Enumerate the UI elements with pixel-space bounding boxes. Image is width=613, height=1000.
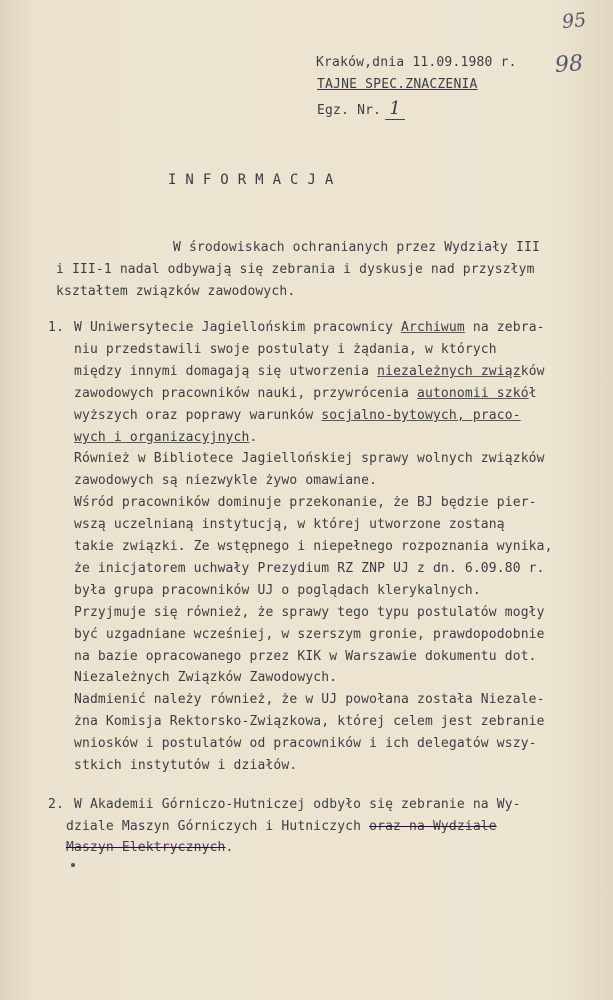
intro-line-1: W środowiskach ochranianych przez Wydziały III [173, 240, 540, 255]
line-text: Wśród pracowników dominuje przekonanie, że BJ będzie pier- [74, 495, 537, 510]
line-text-end: ł [528, 386, 537, 401]
underlined-text: socjalno-bytowych, praco- [321, 408, 521, 423]
copy-number-line [317, 98, 405, 120]
line-text: zawodowych pracowników nauki, przywrócenia [74, 386, 417, 401]
section-1-line [74, 758, 297, 773]
line-text: stkich instytutów i działów. [74, 758, 298, 773]
section-1-line [74, 430, 257, 445]
line-text: że inicjatorem uchwały Prezydium RZ ZNP UJ z dn. 6.09.80 r. [74, 561, 545, 576]
section-1-line [74, 736, 537, 751]
line-text-end: ków [520, 364, 545, 379]
underlined-text: niezależnych związ [377, 364, 521, 379]
section-2-number: 2. [48, 797, 64, 812]
line-text: wszą uczelnianą instytucją, w której utworzone zostaną [74, 517, 505, 532]
underlined-text: wych i organizacyjnych [74, 430, 250, 445]
line-text: Niezależnych Związków Zawodowych. [74, 670, 338, 685]
section-1-number: 1. [48, 320, 64, 335]
section-1-line [74, 517, 505, 532]
line-text: takie związki. Ze wstępnego i niepełnego rozpoznania wynika, [74, 539, 553, 554]
section-1-line [74, 495, 537, 510]
section-2-line-1 [48, 797, 521, 812]
section-1-line [74, 408, 521, 423]
section-1-line [74, 539, 553, 554]
intro-line-2: i III-1 nadal odbywają się zebrania i dyskusje nad przyszłym [56, 262, 535, 277]
copy-label: Egz. Nr. [317, 103, 382, 118]
line-text: zawodowych są niezwykle żywo omawiane. [74, 473, 378, 488]
line-text: W Uniwersytecie Jagiellońskim pracownicy [74, 320, 402, 335]
section-2-text-2: dziale Maszyn Górniczych i Hutniczych [66, 819, 370, 834]
copy-number: 1 [385, 98, 405, 120]
section-1-line [74, 583, 481, 598]
line-text: wyższych oraz poprawy warunków [74, 408, 322, 423]
underlined-text: Archiwum [401, 320, 465, 335]
line-text: między innymi domagają się utworzenia [74, 364, 378, 379]
line-text: Nadmienić należy również, że w UJ powołana została Niezale- [74, 692, 545, 707]
line-text: niu przedstawili swoje postulaty i żądania, w których [74, 342, 497, 357]
intro-line-3: kształtem związków zawodowych. [56, 284, 296, 299]
struck-text-1: oraz na Wydziale [369, 819, 497, 834]
line-text: Przyjmuje się również, że sprawy tego typu postulatów mogły [74, 605, 545, 620]
line-text: wniosków i postulatów od pracowników i ich delegatów wszy- [74, 736, 537, 751]
section-1-line [74, 451, 545, 466]
struck-text-2: Maszyn Elektrycznych [66, 840, 226, 855]
handwritten-annotation: 98 [554, 51, 584, 78]
line-text: na bazie opracowanego przez KIK w Warszawie dokumentu dot. [74, 649, 537, 664]
section-1-line [74, 561, 545, 576]
section-2-text-3: . [225, 840, 234, 855]
section-1-line [74, 714, 545, 729]
section-1-line [74, 386, 537, 401]
section-1-line [74, 670, 337, 685]
section-1-line [74, 692, 545, 707]
handwritten-page-number: 95 [560, 8, 588, 34]
section-2-line-3 [66, 840, 234, 855]
line-text-end: . [249, 430, 258, 445]
place-date: Kraków,dnia 11.09.1980 r. [316, 55, 517, 70]
section-2-text-1: W Akademii Górniczo-Hutniczej odbyło się zebranie na Wy- [74, 797, 521, 812]
section-1-line [74, 649, 537, 664]
line-text: być uzgadniane wcześniej, w szerszym gronie, prawdopodobnie [74, 627, 545, 642]
section-1-line [74, 627, 545, 642]
line-text: żna Komisja Rektorsko-Związkowa, której celem jest zebranie [74, 714, 545, 729]
ink-dot [71, 863, 75, 867]
section-1-line [74, 473, 377, 488]
section-1-line [74, 320, 545, 335]
line-text-end: na zebra- [464, 320, 545, 335]
classification-label: TAJNE SPEC.ZNACZENIA [317, 77, 478, 92]
section-1-line [74, 364, 545, 379]
line-text: Również w Bibliotece Jagiellońskiej sprawy wolnych związków [74, 451, 545, 466]
underlined-text: autonomii szkó [417, 386, 529, 401]
line-text: była grupa pracowników UJ o poglądach klerykalnych. [74, 583, 481, 598]
section-1-line [74, 342, 497, 357]
section-1-line [74, 605, 545, 620]
section-2-line-2 [66, 819, 497, 834]
document-title: INFORMACJA [168, 172, 343, 188]
